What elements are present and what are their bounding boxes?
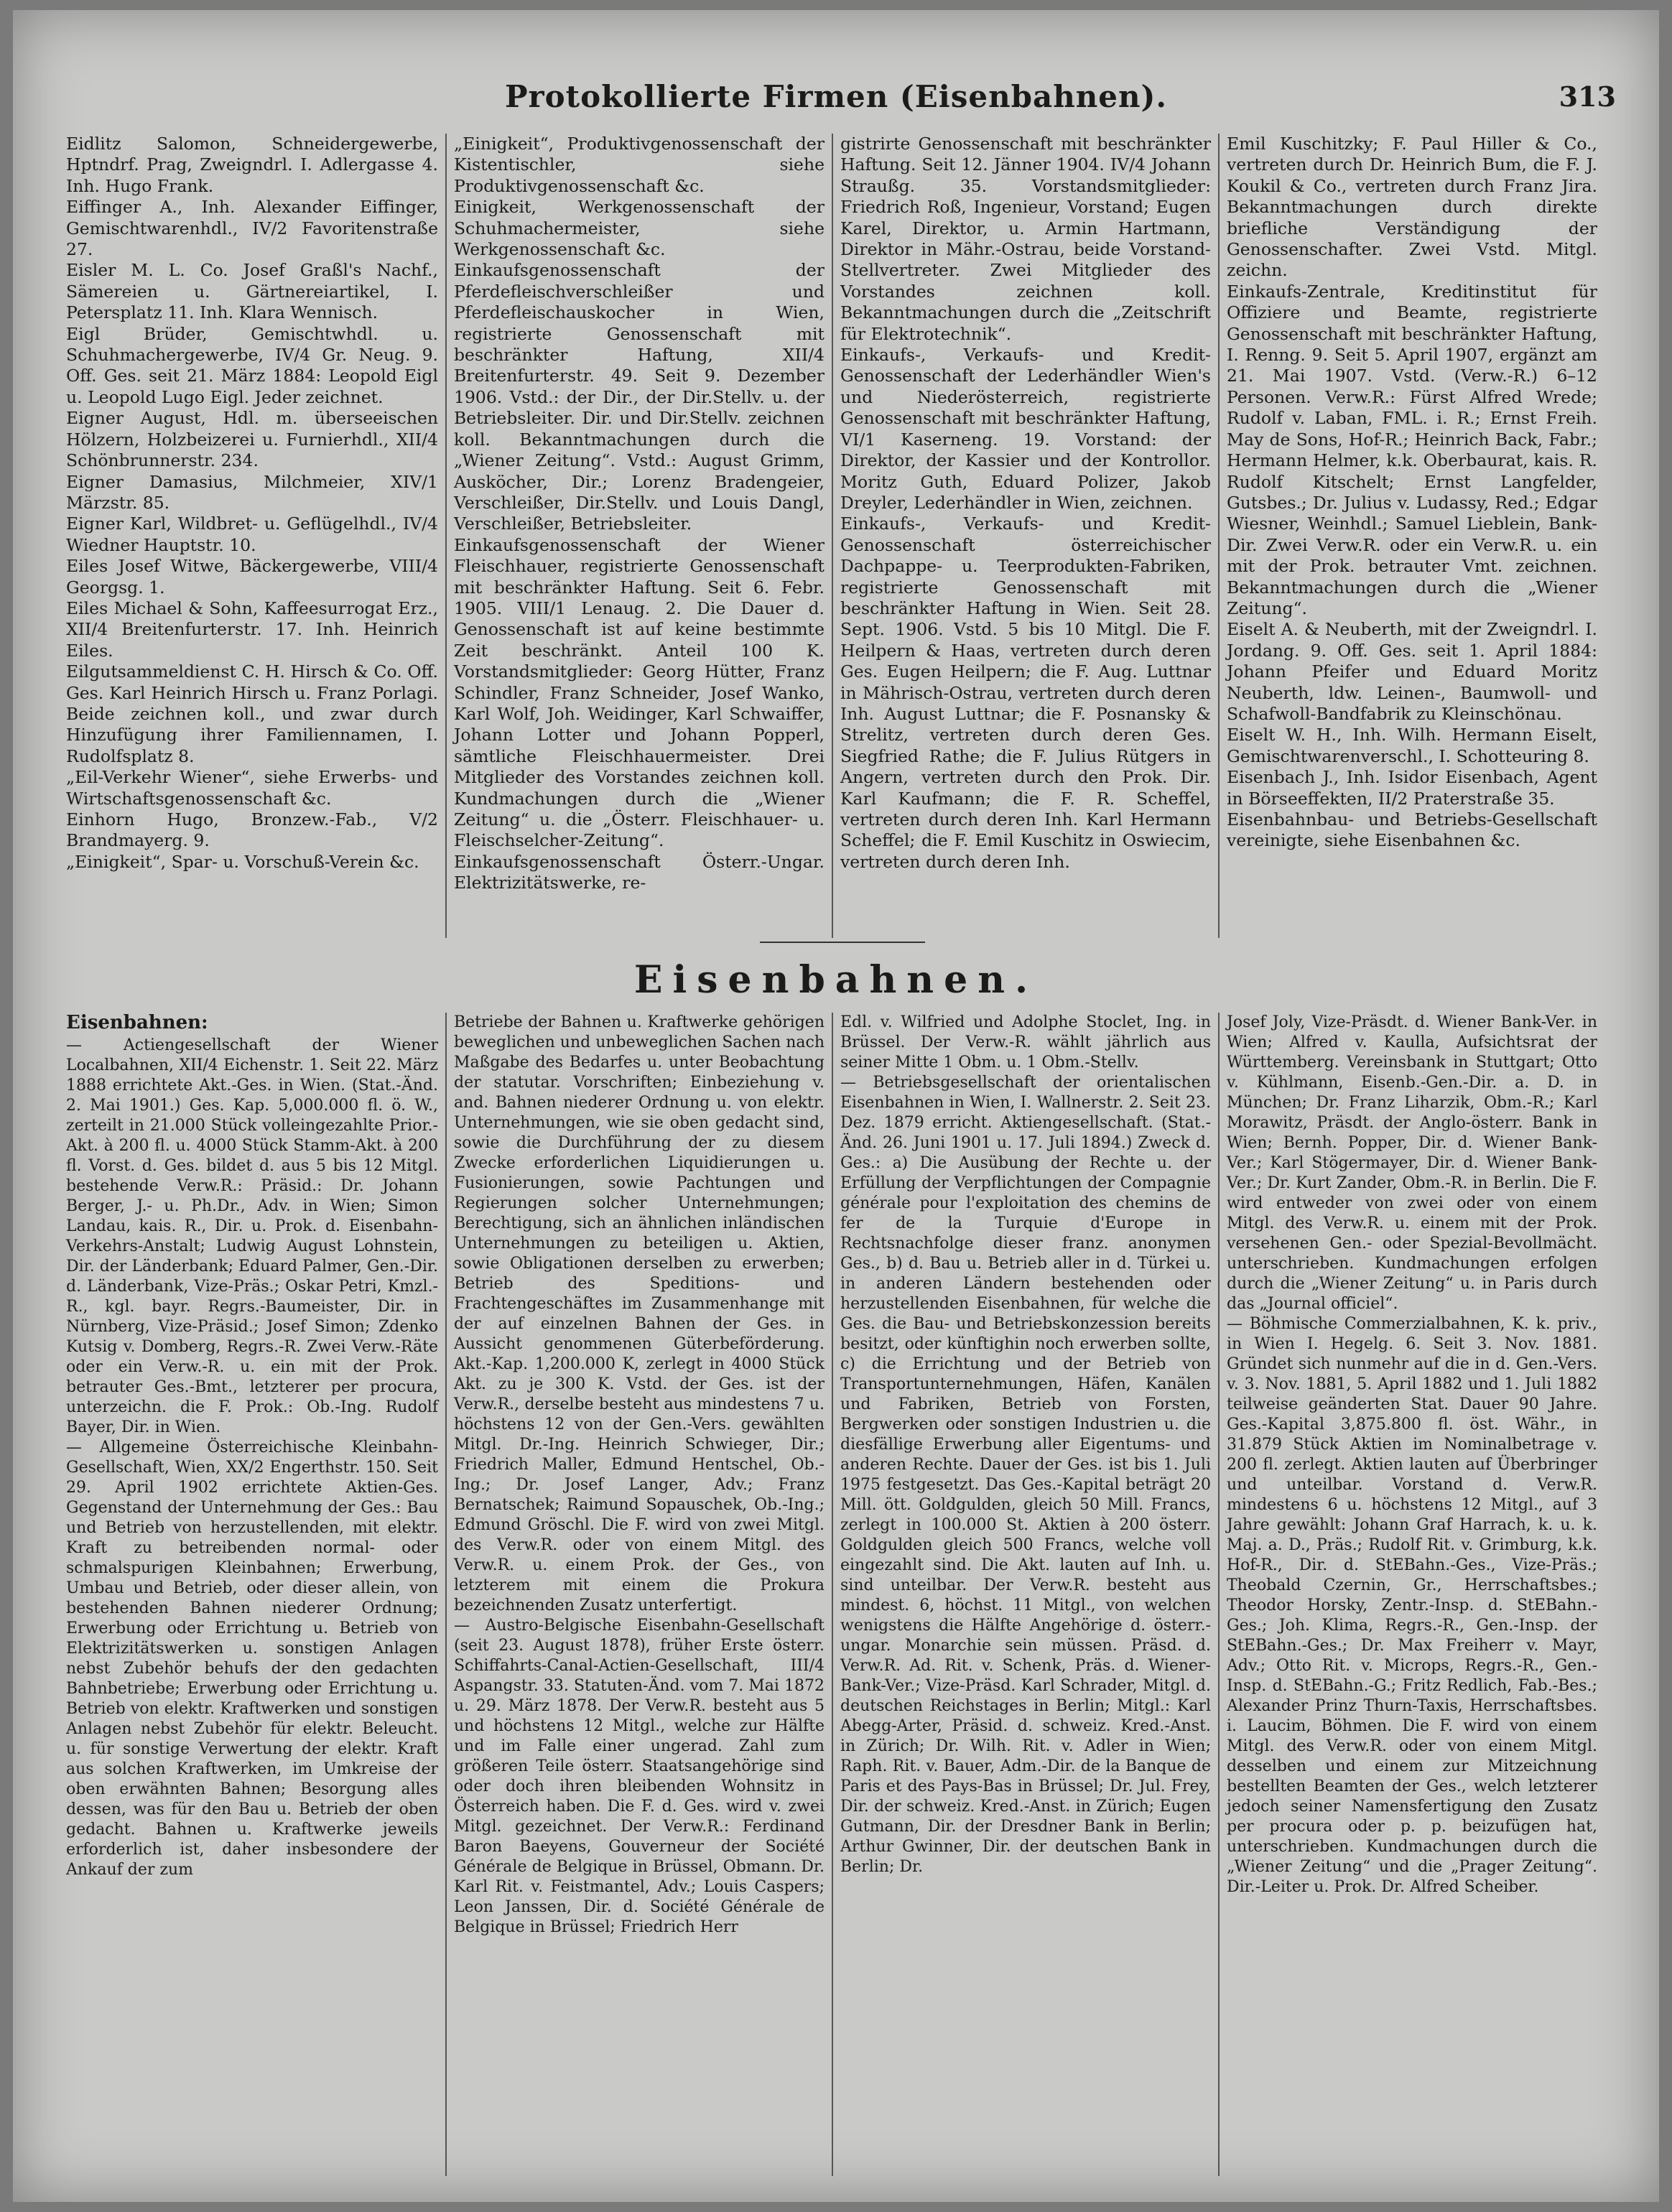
firm-entry: Einkaufs-, Verkaufs- und Kredit-Genossenschaft österreichischer Dachpappe- u. Teerprodukten-Fabriken, registrierte Genossenschaft mit beschränkter Haftung in Wien. Seit 28. Sept. 1906. Vstd. 5 bis 10 Mitgl. Die F. Heilpern & Haas, vertreten durch deren Ges. Eugen Heilpern; die F. Aug. Luttnar in Mährisch-Ostrau, vertreten durch deren Inh. August Luttnar; die F. Posnansky & Strelitz, vertreten durch deren Ges. Siegfried Rathe; die F. Julius Rütgers in Angern, vertreten durch den Prok. Dir. Karl Kaufmann; die F. R. Scheffel, vertreten durch deren Inh. Karl Hermann Scheffel; die F. Emil Kuschitz in Oswiecim, vertreten durch deren Inh. xyxy=(840,514,1211,872)
railway-entry: — Austro-Belgische Eisenbahn-Gesellschaft (seit 23. August 1878), früher Erste österr. Schiffahrts-Canal-Actien-Gesellschaft, III/4 Aspangstr. 33. Statuten-Änd. vom 7. Mai 1872 u. 29. März 1878. Der Verw.R. besteht aus 5 und höchstens 12 Mitgl., welche zur Hälfte und im Falle einer ungerad. Zahl zum größeren Teile österr. Staatsangehörige sind oder doch ihren bleibenden Wohnsitz in Österreich haben. Die F. d. Ges. wird v. zwei Mitgl. gezeichnet. Der Verw.R.: Ferdinand Baron Baeyens, Gouverneur der Société Générale de Belgique in Brüssel, Obmann. Dr. Karl Rit. v. Feistmantel, Adv.; Louis Caspers; Leon Janssen, Dir. d. Société Générale de Belgique in Brüssel; Friedrich Herr xyxy=(454,1617,825,1936)
railway-entry: Betriebe der Bahnen u. Kraftwerke gehörigen beweglichen und unbeweglichen Sachen nach Maßgabe des Bedarfes u. unter Beobachtung der statutar. Vorschriften; Einbeziehung v. and. Bahnen niederer Ordnung u. von elektr. Unternehmungen, wie sie oben gedacht sind, sowie die Durchführung der zu diesem Zwecke erforderlichen Liquidierungen u. Fusionierungen, sowie Pachtungen und Regierungen solcher Unternehmungen; Berechtigung, sich an ähnlichen inländischen Unternehmungen zu beteiligen u. Aktien, sowie Obligationen derselben zu erwerben; Betrieb des Speditions- und Frachtengeschäftes im Zusammenhange mit der auf einzelnen Bahnen der Ges. in Aussicht genommenen Güterbeförderung. Akt.-Kap. 1,200.000 K, zerlegt in 4000 Stück Akt. zu je 300 K. Vstd. der Ges. ist der Verw.R., derselbe besteht aus mindestens 7 u. höchstens 12 von der Gen.-Vers. gewählten Mitgl. Dr.-Ing. Heinrich Schwieger, Dir.; Friedrich Maller, Edmund Hentschel, Ob.-Ing.; Dr. Josef Langer, Adv.; Franz Bernatschek; Raimund Sopauschek, Ob.-Ing.; Edmund Gröschl. Die F. wird von zwei Mitgl. des Verw.R. oder von einem Mitgl. des Verw.R. u. einem Prok. der Ges., von letzterem mit einem die Prokura bezeichnenden Zusatz unterfertigt. xyxy=(454,1013,825,1614)
railway-entry: Edl. v. Wilfried und Adolphe Stoclet, Ing. in Brüssel. Der Verw.-R. wählt jährlich aus seiner Mitte 1 Obm. u. 1 Obm.-Stellv. xyxy=(840,1013,1211,1072)
firm-entry: Eisler M. L. Co. Josef Graßl's Nachf., Sämereien u. Gärtnereiartikel, I. Petersplatz 11. Inh. Klara Wennisch. xyxy=(66,260,438,323)
firm-column-4 xyxy=(1218,134,1604,938)
firm-entry: Eilgutsammeldienst C. H. Hirsch & Co. Off. Ges. Karl Heinrich Hirsch u. Franz Porlagi. Beide zeichnen koll., und zwar durch Hinzufügung ihrer Familiennamen, I. Rudolfsplatz 8. xyxy=(66,661,438,766)
firm-entry: Einkaufs-Zentrale, Kreditinstitut für Offiziere und Beamte, registrierte Genossenschaft mit beschränkter Haftung, I. Renng. 9. Seit 5. April 1907, ergänzt am 21. Mai 1907. Vstd. (Verw.-R.) 6–12 Personen. Verw.R.: Fürst Alfred Wrede; Rudolf v. Laban, FML. i. R.; Ernst Freih. May de Sons, Hof-R.; Heinrich Back, Fabr.; Hermann Helmer, k.k. Oberbaurat, kais. R. Rudolf Kitschelt; Ernst Langfelder, Gutsbes.; Dr. Julius v. Ludassy, Red.; Edgar Wiesner, Weinhdl.; Samuel Lieblein, Bank-Dir. Zwei Verw.R. oder ein Verw.R. u. ein mit der Prok. betrauter Vmt. zeichnen. Bekanntmachungen durch die „Wiener Zeitung“. xyxy=(1227,281,1597,618)
railway-entry: — Betriebsgesellschaft der orientalischen Eisenbahnen in Wien, I. Wallnerstr. 2. Seit 23. Dez. 1879 erricht. Aktiengesellschaft. (Stat.-Änd. 26. Juni 1901 u. 17. Juli 1894.) Zweck d. Ges.: a) Die Ausübung der Rechte u. der Erfüllung der Verpflichtungen der Compagnie générale pour l'exploitation des chemins de fer de la Turquie d'Europe in Rechtsnachfolge dieser franz. anonymen Ges., b) d. Bau u. Betrieb aller in d. Türkei u. in anderen Ländern bestehenden oder herzustellenden Eisenbahnen, für welche die Ges. die Bau- und Betriebskonzession bereits besitzt, oder künftighin noch erwerben sollte, c) die Errichtung und der Betrieb von Transportunternehmungen, Häfen, Kanälen und Fabriken, Betrieb von Forsten, Bergwerken oder sonstigen Industrien u. die diesfällige Erwerbung aller Eigentums- und anderen Rechte. Dauer der Ges. ist bis 1. Juli 1975 festgesetzt. Das Ges.-Kapital beträgt 20 Mill. ött. Goldgulden, gleich 50 Mill. Francs, zerlegt in 100.000 St. Aktien à 200 österr. Goldgulden gleich 500 Francs, welche voll eingezahlt sind. Die Akt. lauten auf Inh. u. sind unteilbar. Der Verw.R. besteht aus mindest. 6, höchst. 11 Mitgl., von welchen wenigstens die Hälfte Angehörige d. österr.-ungar. Monarchie sein müssen. Präsd. d. Verw.R. Ad. Rit. v. Schenk, Präs. d. Wiener-Bank-Ver.; Vize-Präsd. Karl Schrader, Mitgl. d. deutschen Reichstages in Berlin; Mitgl.: Karl Abegg-Arter, Präsid. d. schweiz. Kred.-Anst. in Zürich; Dr. Wilh. Rit. v. Adler in Wien; Raph. Rit. v. Bauer, Adm.-Dir. de la Banque de Paris et des Pays-Bas in Brüssel; Dr. Jul. Frey, Dir. der schweiz. Kred.-Anst. in Zürich; Eugen Gutmann, Dir. der Dresdner Bank in Berlin; Arthur Gwinner, Dir. der deutschen Bank in Berlin; Dr. xyxy=(840,1074,1211,1876)
firm-entry: Einkaufsgenossenschaft der Pferdefleischverschleißer und Pferdefleischauskocher in Wien, registrierte Genossenschaft mit beschränkter Haftung, XII/4 Breitenfurterstr. 49. Seit 9. Dezember 1906. Vstd.: der Dir., der Dir.Stellv. u. der Betriebsleiter. Dir. und Dir.Stellv. zeichnen koll. Bekanntmachungen durch die „Wiener Zeitung“. Vstd.: August Grimm, Ausköcher, Dir.; Lorenz Bradengeier, Verschleißer, Dir.Stellv. und Louis Dangl, Verschleißer, Betriebsleiter. xyxy=(454,260,825,534)
firm-entry: Einkaufsgenossenschaft der Wiener Fleischhauer, registrierte Genossenschaft mit beschränkter Haftung. Seit 6. Febr. 1905. VIII/1 Lenaug. 2. Die Dauer d. Genossenschaft ist auf keine bestimmte Zeit beschränkt. Anteil 100 K. Vorstandsmitglieder: Georg Hütter, Franz Schindler, Franz Schneider, Josef Wanko, Karl Wolf, Joh. Weidinger, Karl Schwaiffer, Johann Lotter und Johann Popperl, sämtliche Fleischhauermeister. Drei Mitglieder des Vorstandes zeichnen koll. Kundmachungen durch die „Wiener Zeitung“ u. die „Österr. Fleischhauer- u. Fleischselcher-Zeitung“. xyxy=(454,534,825,851)
firm-entry: „Einigkeit“, Produktivgenossenschaft der Kistentischler, siehe Produktivgenossenschaft &c. xyxy=(454,134,825,196)
firm-column-2 xyxy=(445,134,832,938)
firm-entry: Eisenbahnbau- und Betriebs-Gesellschaft vereinigte, siehe Eisenbahnen &c. xyxy=(1227,809,1597,851)
firm-column-3 xyxy=(832,134,1218,938)
firm-entry: „Eil-Verkehr Wiener“, siehe Erwerbs- und Wirtschaftsgenossenschaft &c. xyxy=(66,767,438,809)
firm-column-1 xyxy=(59,134,445,938)
railway-column-1 xyxy=(59,1013,445,2176)
firm-entry: Emil Kuschitzky; F. Paul Hiller & Co., vertreten durch Dr. Heinrich Bum, die F. J. Koukil & Co., vertreten durch Franz Jira. Bekanntmachungen durch direkte briefliche Verständigung der Genossenschafter. Zwei Vstd. Mitgl. zeichn. xyxy=(1227,134,1597,281)
railway-column-2 xyxy=(445,1013,832,2176)
firm-entry: Einkaufs-, Verkaufs- und Kredit-Genossenschaft der Lederhändler Wien's und Niederösterreich, registrierte Genossenschaft mit beschränkter Haftung, VI/1 Kaserneng. 19. Vorstand: der Direktor, der Kassier und der Kontrollor. Moritz Guth, Eduard Polizer, Jakob Dreyler, Lederhändler in Wien, zeichnen. xyxy=(840,345,1211,513)
firm-entry: Einkaufsgenossenschaft Österr.-Ungar. Elektrizitätswerke, re- xyxy=(454,851,825,893)
running-head xyxy=(13,79,1659,122)
firm-entry: Eiselt W. H., Inh. Wilh. Hermann Eiselt, Gemischtwarenverschl., I. Schotteuring 8. xyxy=(1227,725,1597,766)
firm-entry: Eigner Damasius, Milchmeier, XIV/1 Märzstr. 85. xyxy=(66,471,438,513)
railway-entry: — Böhmische Commerzialbahnen, K. k. priv., in Wien I. Hegelg. 6. Seit 3. Nov. 1881. Gründet sich nunmehr auf die in d. Gen.-Vers. v. 3. Nov. 1881, 5. April 1882 und 1. Juli 1882 teilweise geänderten Stat. Dauer 90 Jahre. Ges.-Kapital 3,875.800 fl. öst. Währ., in 31.879 Stück Aktien im Nominalbetrage v. 200 fl. zerlegt. Aktien lauten auf Überbringer und unteilbar. Vorstand d. Verw.R. mindestens 6 u. höchstens 12 Mitgl., auf 3 Jahre gewählt: Johann Graf Harrach, k. u. k. Maj. a. D., Präs.; Rudolf Rit. v. Grimburg, k.k. Hof-R., Dir. d. StEBahn.-Ges., Vize-Präs.; Theobald Czernin, Gr., Herrschaftsbes.; Theodor Horsky, Zentr.-Insp. d. StEBahn.-Ges.; Joh. Klima, Regrs.-R., Gen.-Insp. der StEBahn.-Ges.; Dr. Max Freiherr v. Mayr, Adv.; Otto Rit. v. Microps, Regrs.-R., Gen.-Insp. d. StEBahn.-G.; Fritz Redlich, Fab.-Bes.; Alexander Prinz Thurn-Taxis, Herrschaftsbes. i. Laucim, Böhmen. Die F. wird von einem Mitgl. des Verw.R. oder von einem Mitgl. desselben und einem zur Mitzeichnung bestellten Beamten der Ges., welch letzterer jedoch seiner Namensfertigung den Zusatz per procura oder p. p. beizufügen hat, unterschrieben. Kundmachungen durch die „Wiener Zeitung“ und die „Prager Zeitung“. Dir.-Leiter u. Prok. Dr. Alfred Scheiber. xyxy=(1227,1315,1597,1896)
firm-entry: Einigkeit, Werkgenossenschaft der Schuhmachermeister, siehe Werkgenossenschaft &c. xyxy=(454,197,825,260)
firm-entry: Einhorn Hugo, Bronzew.-Fab., V/2 Brandmayerg. 9. xyxy=(66,809,438,851)
railway-entry: — Allgemeine Österreichische Kleinbahn-Gesellschaft, Wien, XX/2 Engerthstr. 150. Seit 29. April 1902 errichtete Aktien-Ges. Gegenstand der Unternehmung der Ges.: Bau und Betrieb von herzustellenden, mit elektr. Kraft zu betreibenden normal- oder schmalspurigen Kleinbahnen; Erwerbung, Umbau und Betrieb, oder dieser allein, von bestehenden Bahnen niederer Ordnung; Erwerbung oder Errichtung u. Betrieb von Elektrizitätswerken u. sonstigen Anlagen nebst Zubehör behufs der den gedachten Bahnbetriebe; Erwerbung oder Errichtung u. Betrieb von elektr. Kraftwerken und sonstigen Anlagen nebst Zubehör für elektr. Beleucht. u. für sonstige Verwertung der elektr. Kraft aus solchen Kraftwerken, im Umkreise der oben erwähnten Bahnen; Besorgung alles dessen, was für den Bau u. Betrieb der oben gedacht. Bahnen u. Kraftwerke jeweils erforderlich ist, daher insbesondere der Ankauf der zum xyxy=(66,1439,438,1879)
firm-entry: Eiffinger A., Inh. Alexander Eiffinger, Gemischtwarenhdl., IV/2 Favoritenstraße 27. xyxy=(66,197,438,260)
running-title: Protokollierte Firmen (Eisenbahnen). xyxy=(504,79,1168,114)
firm-entry: Eiselt A. & Neuberth, mit der Zweigndrl. I. Jordang. 9. Off. Ges. seit 1. April 1884: Johann Pfeifer und Eduard Moritz Neuberth, ldw. Leinen-, Baumwoll- und Schafwoll-Bandfabrik zu Kleinschönau. xyxy=(1227,619,1597,724)
firm-entry: Eiles Michael & Sohn, Kaffeesurrogat Erz., XII/4 Breitenfurterstr. 17. Inh. Heinrich Eiles. xyxy=(66,598,438,661)
firm-listing xyxy=(59,134,1604,938)
railway-entry: Josef Joly, Vize-Präsdt. d. Wiener Bank-Ver. in Wien; Alfred v. Kaulla, Aufsichtsrat der Württemberg. Vereinsbank in Stuttgart; Otto v. Kühlmann, Eisenb.-Gen.-Dir. a. D. in München; Dr. Franz Liharzik, Obm.-R.; Karl Morawitz, Präsdt. der Anglo-österr. Bank in Wien; Bernh. Popper, Dir. d. Wiener Bank-Ver.; Karl Stögermayer, Dir. d. Wiener Bank-Ver.; Dr. Kurt Zander, Obm.-R. in Berlin. Die F. wird entweder von zwei oder von einem Mitgl. des Verw.R. u. einem mit der Prok. versehenen Gen.- oder Spezial-Bevollmächt. unterschrieben. Kundmachungen erfolgen durch die „Wiener Zeitung“ u. in Paris durch das „Journal officiel“. xyxy=(1227,1013,1597,1313)
firm-entry: Eigner August, Hdl. m. überseeischen Hölzern, Holzbeizerei u. Furnierhdl., XII/4 Schönbrunnerstr. 234. xyxy=(66,408,438,471)
railway-listing xyxy=(59,1013,1604,2176)
railway-column-4 xyxy=(1218,1013,1604,2176)
firm-entry: gistrirte Genossenschaft mit beschränkter Haftung. Seit 12. Jänner 1904. IV/4 Johann Straußg. 35. Vorstandsmitglieder: Friedrich Roß, Ingenieur, Vorstand; Eugen Karel, Direktor, u. Armin Hartmann, Direktor in Mähr.-Ostrau, beide Vorstand-Stellvertreter. Zwei Mitglieder des Vorstandes zeichnen koll. Bekanntmachungen durch die „Zeitschrift für Elektrotechnik“. xyxy=(840,134,1211,344)
firm-entry: Eiles Josef Witwe, Bäckergewerbe, VIII/4 Georgsg. 1. xyxy=(66,556,438,598)
firm-entry: „Einigkeit“, Spar- u. Vorschuß-Verein &c. xyxy=(66,851,419,872)
firm-entry: Eisenbach J., Inh. Isidor Eisenbach, Agent in Börseeffekten, II/2 Praterstraße 35. xyxy=(1227,767,1597,809)
subsection-heading: Eisenbahnen: xyxy=(66,1013,208,1033)
firm-entry: Eigl Brüder, Gemischtwhdl. u. Schuhmachergewerbe, IV/4 Gr. Neug. 9. Off. Ges. seit 21. März 1884: Leopold Eigl u. Leopold Lugo Eigl. Jeder zeichnet. xyxy=(66,323,438,407)
page xyxy=(13,10,1659,2202)
section-divider xyxy=(760,942,925,943)
railway-column-3 xyxy=(832,1013,1218,2176)
section-title: Eisenbahnen. xyxy=(633,958,1039,1002)
firm-entry: Eigner Karl, Wildbret- u. Geflügelhdl., IV/4 Wiedner Hauptstr. 10. xyxy=(66,514,438,555)
railway-entry: — Actiengesellschaft der Wiener Localbahnen, XII/4 Eichenstr. 1. Seit 22. März 1888 errichtete Akt.-Ges. in Wien. (Stat.-Änd. 2. Mai 1901.) Ges. Kap. 5,000.000 fl. ö. W., zerteilt in 21.000 Stück volleingezahlte Prior.-Akt. à 200 fl. u. 4000 Stück Stamm-Akt. à 200 fl. Vorst. d. Ges. bildet d. aus 5 bis 12 Mitgl. bestehende Verw.R.: Präsid.: Dr. Johann Berger, J.- u. Ph.Dr., Adv. in Wien; Simon Landau, kais. R., Dir. u. Prok. d. Eisenbahn-Verkehrs-Anstalt; Ludwig August Lohnstein, Dir. der Länderbank; Eduard Palmer, Gen.-Dir. d. Länderbank, Vize-Präs.; Oskar Petri, Kmzl.-R., kgl. bayr. Regrs.-Baumeister, Dir. in Nürnberg, Vize-Präsid.; Josef Simon; Zdenko Kutsig v. Domberg, Regrs.-R. Zwei Verw.-Räte oder ein Verw.-R. u. ein mit der Prok. betrauter Ges.-Bmt., letzterer per procura, unterzeichn. die F. Prok.: Ob.-Ing. Rudolf Bayer, Dir. in Wien. xyxy=(66,1036,438,1436)
firm-entry: Eidlitz Salomon, Schneidergewerbe, Hptndrf. Prag, Zweigndrl. I. Adlergasse 4. Inh. Hugo Frank. xyxy=(66,134,438,196)
page-number: 313 xyxy=(1559,80,1616,113)
